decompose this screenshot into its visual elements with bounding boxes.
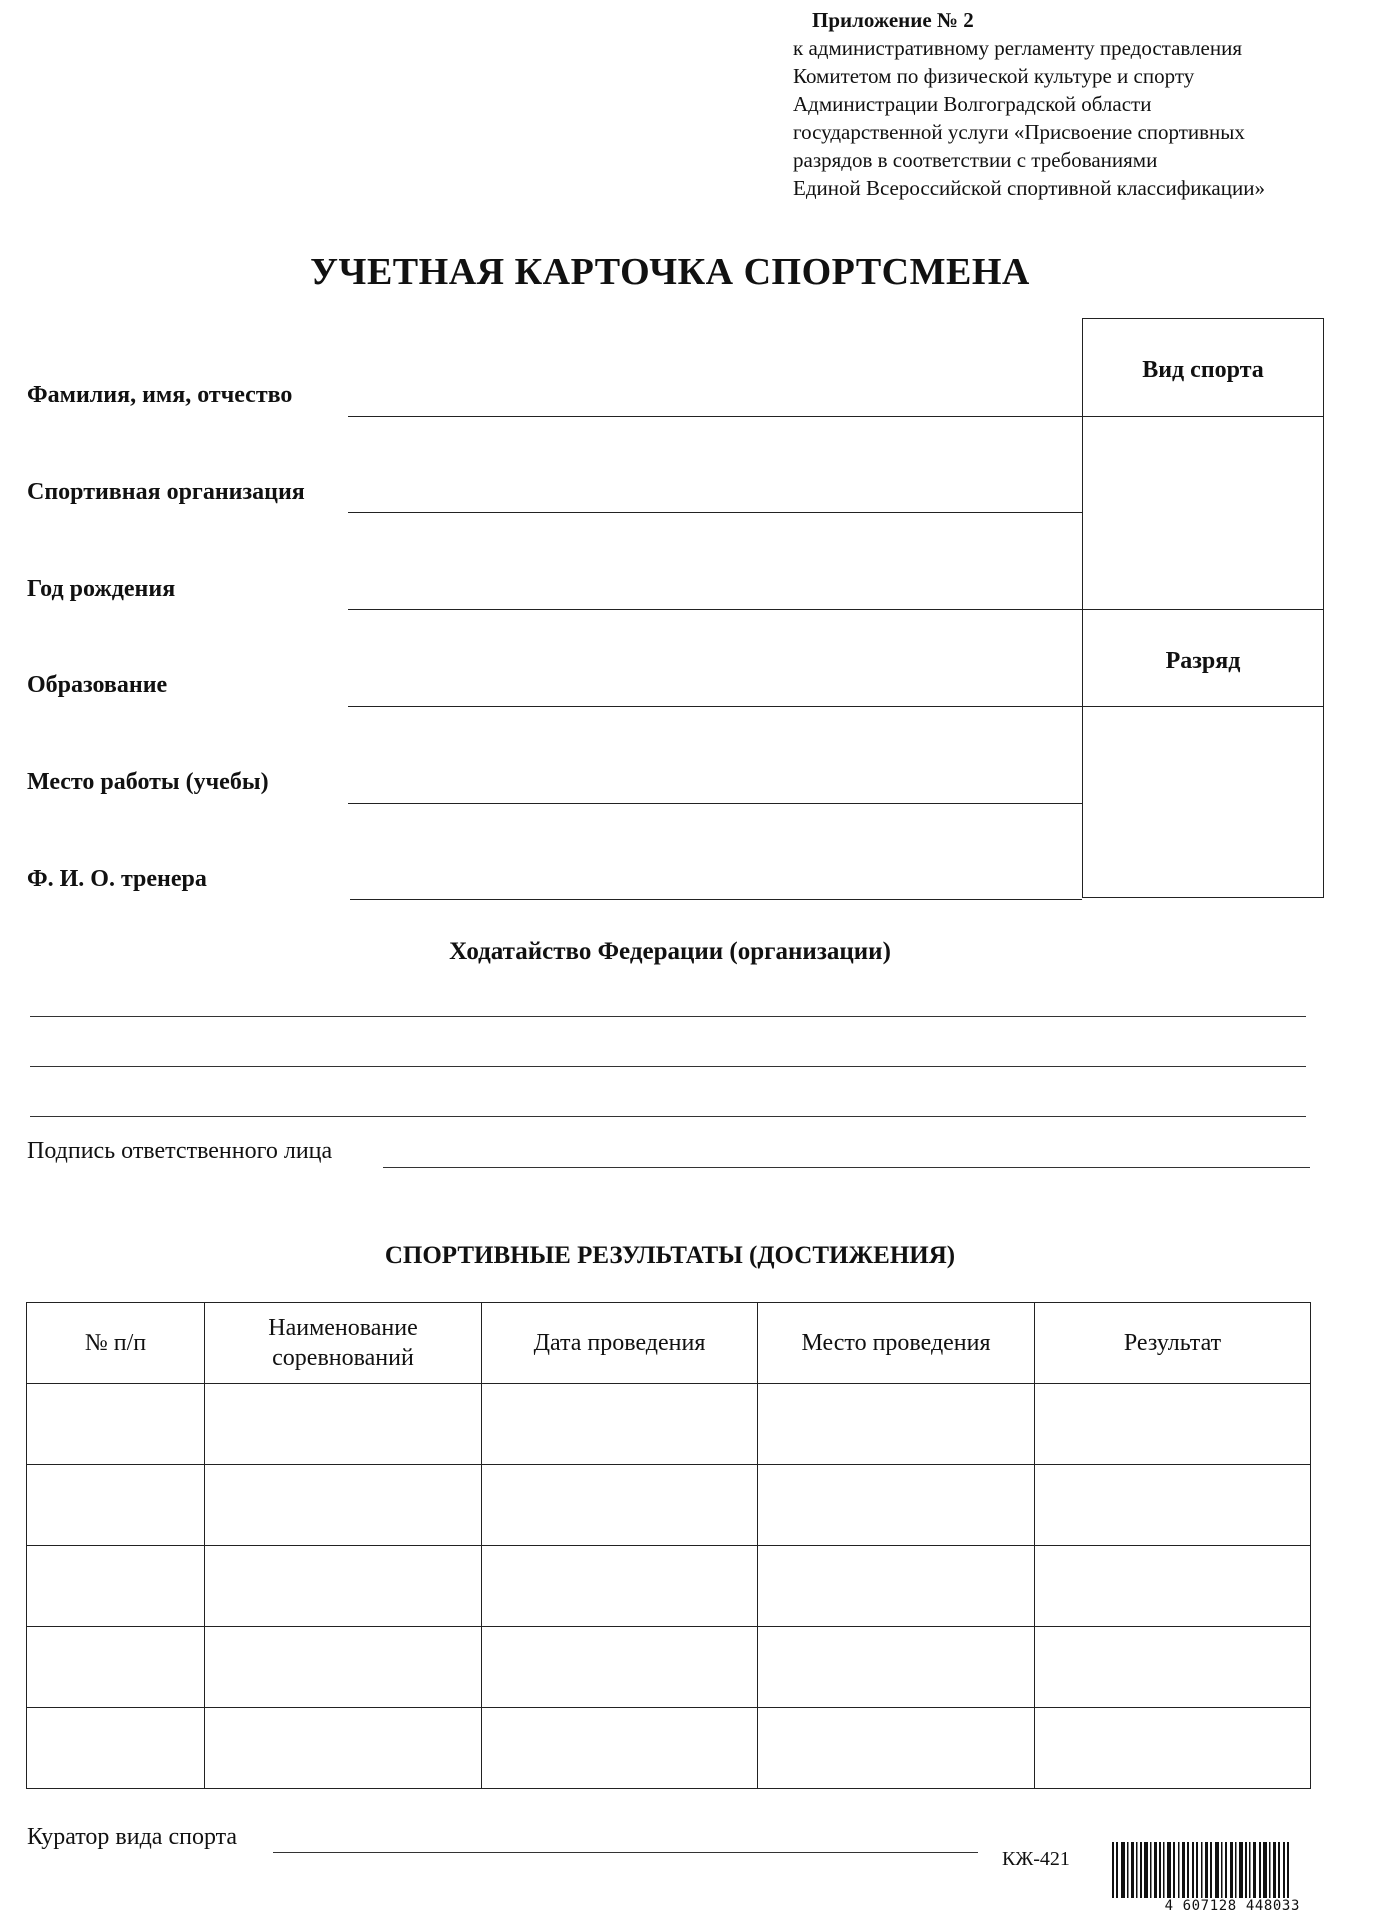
results-table: [26, 1302, 1311, 1789]
table-cell[interactable]: [27, 1465, 205, 1546]
table-row: [27, 1708, 1311, 1789]
petition-text-line[interactable]: [30, 1016, 1306, 1017]
column-header-date: Дата проведения: [482, 1303, 758, 1384]
table-cell[interactable]: [482, 1627, 758, 1708]
sport-organization-field[interactable]: [348, 512, 1082, 513]
table-cell[interactable]: [482, 1384, 758, 1465]
field-label-full-name: Фамилия, имя, отчество: [27, 382, 293, 408]
appendix-line: государственной услуги «Присвоение спортивных: [793, 120, 1245, 144]
sport-type-label: Вид спорта: [1142, 357, 1264, 383]
box-divider: [1082, 609, 1324, 610]
table-row: [27, 1465, 1311, 1546]
field-label-workplace: Место работы (учебы): [27, 769, 269, 795]
table-row: [27, 1627, 1311, 1708]
table-cell[interactable]: [758, 1546, 1035, 1627]
education-field[interactable]: [348, 706, 1082, 707]
box-divider: [1082, 706, 1324, 707]
signature-field[interactable]: [383, 1167, 1310, 1168]
curator-label: Куратор вида спорта: [27, 1824, 238, 1850]
table-cell[interactable]: [27, 1384, 205, 1465]
column-header-result: Результат: [1035, 1303, 1311, 1384]
table-cell[interactable]: [482, 1546, 758, 1627]
appendix-line: Единой Всероссийской спортивной классификации»: [793, 176, 1265, 200]
form-code: КЖ-421: [1002, 1848, 1070, 1870]
field-label-sport-organization: Спортивная организация: [27, 479, 305, 505]
petition-heading: Ходатайство Федерации (организации): [449, 938, 891, 965]
barcode-number: 4 607128 448033: [1100, 1898, 1300, 1914]
column-header-competition: Наименование соревнований: [205, 1303, 482, 1384]
field-label-birth-year: Год рождения: [27, 576, 176, 602]
table-cell[interactable]: [205, 1708, 482, 1789]
rank-field[interactable]: [1084, 708, 1322, 896]
document-title: УЧЕТНАЯ КАРТОЧКА СПОРТСМЕНА: [310, 251, 1030, 293]
field-label-coach-name: Ф. И. О. тренера: [27, 866, 207, 892]
table-cell[interactable]: [1035, 1708, 1311, 1789]
appendix-line: Администрации Волгоградской области: [793, 92, 1152, 116]
table-cell[interactable]: [205, 1546, 482, 1627]
results-heading: СПОРТИВНЫЕ РЕЗУЛЬТАТЫ (ДОСТИЖЕНИЯ): [384, 1242, 956, 1269]
table-cell[interactable]: [205, 1465, 482, 1546]
birth-year-field[interactable]: [348, 609, 1082, 610]
table-cell[interactable]: [482, 1465, 758, 1546]
table-cell[interactable]: [1035, 1465, 1311, 1546]
table-cell[interactable]: [758, 1627, 1035, 1708]
table-cell[interactable]: [758, 1708, 1035, 1789]
column-header-venue: Место проведения: [758, 1303, 1035, 1384]
table-cell[interactable]: [205, 1627, 482, 1708]
table-row: [27, 1384, 1311, 1465]
table-cell[interactable]: [1035, 1546, 1311, 1627]
box-divider: [1082, 416, 1324, 417]
sport-type-field[interactable]: [1084, 418, 1322, 609]
table-row: [27, 1546, 1311, 1627]
table-cell[interactable]: [1035, 1384, 1311, 1465]
appendix-line: разрядов в соответствии с требованиями: [793, 148, 1158, 172]
table-cell[interactable]: [27, 1627, 205, 1708]
rank-label: Разряд: [1165, 648, 1241, 674]
appendix-line: Комитетом по физической культуре и спорту: [793, 64, 1195, 88]
signature-label: Подпись ответственного лица: [27, 1138, 333, 1164]
petition-text-line[interactable]: [30, 1116, 1306, 1117]
table-cell[interactable]: [205, 1384, 482, 1465]
column-header-number: № п/п: [27, 1303, 205, 1384]
full-name-field[interactable]: [348, 416, 1082, 417]
field-label-education: Образование: [27, 672, 168, 698]
table-cell[interactable]: [27, 1546, 205, 1627]
table-header-row: [27, 1303, 1311, 1384]
table-cell[interactable]: [482, 1708, 758, 1789]
table-cell[interactable]: [758, 1384, 1035, 1465]
table-cell[interactable]: [758, 1465, 1035, 1546]
coach-name-field[interactable]: [350, 899, 1082, 900]
petition-text-line[interactable]: [30, 1066, 1306, 1067]
appendix-title: Приложение № 2: [812, 8, 974, 32]
table-cell[interactable]: [27, 1708, 205, 1789]
table-cell[interactable]: [1035, 1627, 1311, 1708]
curator-field[interactable]: [273, 1852, 978, 1853]
appendix-line: к административному регламенту предоставления: [793, 36, 1243, 60]
workplace-field[interactable]: [348, 803, 1082, 804]
